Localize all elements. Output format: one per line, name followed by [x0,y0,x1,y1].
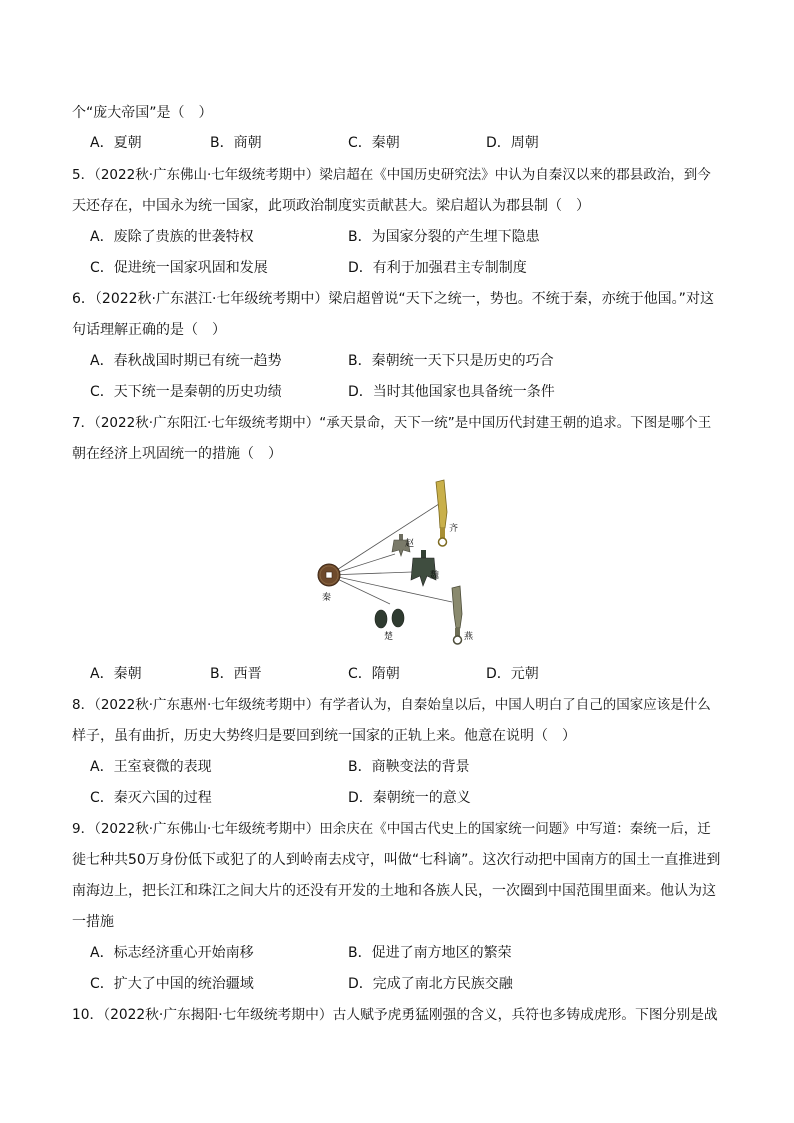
q5-option-a: A．废除了贵族的世袭特权 [90,229,254,245]
line-to-wei [329,572,412,575]
q6-option-b: B．秦朝统一天下只是历史的巧合 [348,353,554,369]
qin-round-coin [318,564,340,586]
q6-option-c: C．天下统一是秦朝的历史功绩 [90,384,282,400]
q10-stem-line1: 10．（2022秋·广东揭阳·七年级统考期中）古人赋予虎勇猛刚强的含义，兵符也多铸成虎形。下图分别是战 [72,1007,718,1023]
label-yan: 燕 [464,632,474,642]
yan-knife-coin [452,586,462,644]
label-chu: 楚 [384,632,394,642]
q6-option-a: A．春秋战国时期已有统一趋势 [90,353,282,369]
q7-option-c: C．隋朝 [348,666,400,682]
q7-option-b: B．西晋 [210,666,262,682]
q8-stem-line2: 样子，虽有曲折，历史大势终归是要回到统一国家的正轨上来。他意在说明（ ） [72,728,576,744]
q7-stem-line1: 7．（2022秋·广东阳江·七年级统考期中）“承天景命，天下一统”是中国历代封建王朝的追求。下图是哪个王 [72,415,712,431]
label-qin: 秦 [322,593,332,603]
q9-stem-line1: 9．（2022秋·广东佛山·七年级统考期中）田余庆在《中国古代史上的国家统一问题》中写道：秦统一后，迁 [72,821,711,837]
q7-option-d: D．元朝 [486,666,539,682]
q4-option-a: A．夏朝 [90,135,142,151]
coin-unification-figure [312,476,482,648]
q8-stem-line1: 8．（2022秋·广东惠州·七年级统考期中）有学者认为，自秦始皇以后，中国人明白了自己的国家应该是什么 [72,697,711,713]
q8-option-d: D．秦朝统一的意义 [348,790,471,806]
label-wei: 魏 [430,571,440,581]
q4-stem-continuation: 个“庞大帝国”是（ ） [72,105,213,121]
q9-option-d: D．完成了南北方民族交融 [348,976,513,992]
qi-knife-coin [436,480,447,546]
q4-option-b: B．商朝 [210,135,262,151]
q9-option-c: C．扩大了中国的统治疆域 [90,976,254,992]
q7-stem-line2: 朝在经济上巩固统一的措施（ ） [72,446,282,462]
q8-option-b: B．商鞅变法的背景 [348,759,470,775]
q8-option-c: C．秦灭六国的过程 [90,790,212,806]
q4-option-d: D．周朝 [486,135,539,151]
q4-option-c: C．秦朝 [348,135,400,151]
chu-ant-nose-coins [375,609,404,628]
q7-option-a: A．秦朝 [90,666,142,682]
q9-option-b: B．促进了南方地区的繁荣 [348,945,512,961]
q6-stem-line2: 句话理解正确的是（ ） [72,322,226,338]
q5-option-c: C．促进统一国家巩固和发展 [90,260,268,276]
q9-stem-line2: 徙七种共50万身份低下或犯了的人到岭南去戍守，叫做“七科谪”。这次行动把中国南方的国土一直推进到 [72,852,721,868]
q9-stem-line4: 一措施 [72,914,114,930]
q8-option-a: A．王室衰微的表现 [90,759,212,775]
q5-stem-line2: 天还存在，中国永为统一国家，此项政治制度实贡献甚大。梁启超认为郡县制（ ） [72,198,590,214]
label-zhao: 赵 [405,539,415,549]
q6-stem-line1: 6．（2022秋·广东湛江·七年级统考期中）梁启超曾说“天下之统一，势也。不统于秦，亦统于他国。”对这 [72,291,714,307]
q9-stem-line3: 南海边上，把长江和珠江之间大片的还没有开发的土地和各族人民，一次圈到中国范围里面来。他认为这 [72,883,716,899]
label-qi: 齐 [449,524,459,534]
q9-option-a: A．标志经济重心开始南移 [90,945,254,961]
coin-figure-svg [312,476,482,648]
q6-option-d: D．当时其他国家也具备统一条件 [348,384,555,400]
q5-option-d: D．有利于加强君主专制制度 [348,260,527,276]
q5-option-b: B．为国家分裂的产生埋下隐患 [348,229,540,245]
q5-stem-line1: 5．（2022秋·广东佛山·七年级统考期中）梁启超在《中国历史研究法》中认为自秦汉以来的郡县政治，到今 [72,167,711,183]
